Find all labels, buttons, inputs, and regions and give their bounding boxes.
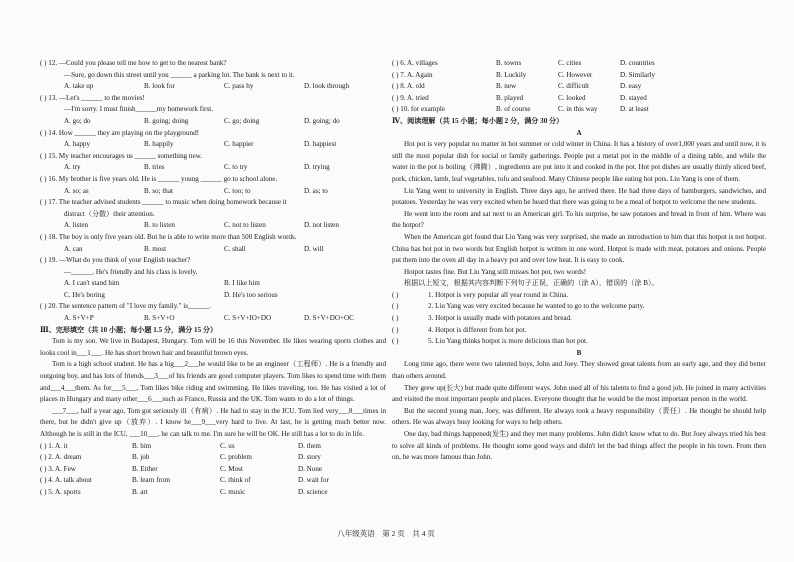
section-heading: Ⅲ、完形填空（共 10 小题；每小题 1.5 分，满分 15 分） xyxy=(40,325,218,334)
cloze-item: ( ) 7. A. Again xyxy=(392,70,433,79)
tf-item xyxy=(392,325,766,337)
option-a: A. I can't stand him xyxy=(64,279,120,288)
question-stem: ( ) 13. —Let's ______ to the movies! xyxy=(40,93,145,102)
option-d: D. countries xyxy=(620,59,655,67)
cloze-item: ( ) 2. A. dream xyxy=(40,453,82,462)
tf-statement: 5. Liu Yang thinks hotpot is more delicious than hot pot. xyxy=(428,337,588,346)
option-d: D. S+V+DO+OC xyxy=(304,314,354,323)
option-c: C. us xyxy=(220,441,235,450)
reading-paragraph: Liu Yang went to university in English. Three days ago, he arrived there. He had three days of hamburgers, sandwiches, and potatoes. Yesterday he was very excited when he heard that there was going to be a meal of hotpot to welcome the new students. xyxy=(392,186,766,207)
options-row xyxy=(40,244,386,256)
option-c: C. looked xyxy=(558,93,586,102)
option-c: C. not to listen xyxy=(224,221,266,230)
option-b: B. towns xyxy=(496,59,522,67)
option-d: D. happiest xyxy=(304,140,337,149)
option-c: C. think of xyxy=(220,476,251,485)
option-b: B. tries xyxy=(144,163,165,172)
option-a: A. happy xyxy=(64,140,91,149)
option-d: D. as; to xyxy=(304,186,328,195)
answer-bracket: ( ) xyxy=(392,325,399,334)
option-c: C. in this way xyxy=(558,105,598,114)
question-20 xyxy=(40,301,386,324)
question-17 xyxy=(40,197,386,232)
cloze-paragraph: ___7___, half a year ago, Tom got seriously ill（有病）. He had to stay in the ICU. Tom lied very___8___times in there, but he didn't give up（放弃）. I know he___9___very hard to live. At last, he is getting much better now. Although he is still in the ICU, ___10___, he can talk to me. I'm sure he will be OK. He still has a lot to do in life. xyxy=(40,406,386,438)
option-b: B. played xyxy=(496,93,524,102)
option-b: B. him xyxy=(132,441,152,450)
option-c: C. happier xyxy=(224,140,254,149)
option-c: C. music xyxy=(220,487,246,496)
question-line: distract（分散）their attention. xyxy=(64,209,155,218)
cloze-option-row xyxy=(392,93,766,105)
option-c: C. difficult xyxy=(558,82,590,91)
option-a: A. listen xyxy=(64,221,89,230)
reading-paragraph: They grew up(长大) but made quite different ways. John used all of his talents to find a good job. He joined in many activities and visited the most important people and places. Everyone thought that he would be the most important person in the world. xyxy=(392,383,766,404)
option-d: D. look through xyxy=(304,82,350,91)
option-b: B. Either xyxy=(132,464,158,473)
answer-bracket: ( ) xyxy=(392,302,399,311)
option-c: C. He's boring xyxy=(64,290,105,299)
reading-paragraph: Long time ago, there were two talented boys, John and Joey. They showed great talents from an early age, and they did better than others around. xyxy=(392,360,766,381)
option-b: B. new xyxy=(496,82,517,91)
cloze-item: ( ) 9. A. tried xyxy=(392,93,429,102)
option-d: D. He's too serious xyxy=(224,290,278,299)
question-15 xyxy=(40,151,386,174)
cloze-option-row xyxy=(392,58,766,70)
question-line: —______. He's friendly and his class is lovely. xyxy=(64,267,198,276)
option-a: A. can xyxy=(64,244,83,253)
option-d: D. going; do xyxy=(304,116,340,125)
tf-statement: 1. Hotpot is very popular all year round in China. xyxy=(428,290,569,299)
cloze-option-row xyxy=(392,70,766,82)
option-d: D. easy xyxy=(620,82,642,91)
option-c: C. to try xyxy=(224,163,248,172)
tf-statement: 4. Hotpot is different from hot pot. xyxy=(428,325,527,334)
question-13 xyxy=(40,93,386,128)
option-c: C. cities xyxy=(558,59,582,67)
answer-bracket: ( ) xyxy=(392,290,399,299)
reading-paragraph: When the American girl found that Liu Yang was very surprised, she made an introduction to him that this hotpot is not hotpot. China has hot pot in two words but English hotpot is written in one word. Hotpot is made with meat, potatoes and onions. People put them into the oven all day in a heavy pot and over low heat. It is easy to cook. xyxy=(392,232,766,265)
cloze-item: ( ) 6. A. villages xyxy=(392,59,438,67)
question-12 xyxy=(40,58,386,93)
option-b: B. happily xyxy=(144,140,174,149)
passage-letter: B xyxy=(576,348,582,357)
instruction: 根据以上短文，根据其内容判断下列句子正误，正确的（涂 A），错误的（涂 B）。 xyxy=(404,279,659,288)
cloze-option-row xyxy=(40,441,386,453)
option-b: B. art xyxy=(132,487,148,496)
option-a: A. take up xyxy=(64,82,94,91)
option-c: C. go; doing xyxy=(224,116,260,125)
option-c: C. S+V+IO+DO xyxy=(224,314,272,323)
option-a: A. go; do xyxy=(64,116,91,125)
question-stem: ( ) 15. My teacher encourages us ______ something new. xyxy=(40,151,203,160)
option-d: D. science xyxy=(298,487,328,496)
options-row xyxy=(40,220,386,232)
option-a: A. S+V+P xyxy=(64,314,94,323)
cloze-option-row xyxy=(40,487,386,499)
tf-item xyxy=(392,313,766,325)
option-d: D. None xyxy=(298,464,323,473)
option-d: D. not listen xyxy=(304,221,339,230)
option-c: C. shall xyxy=(224,244,246,253)
option-c: C. too; to xyxy=(224,186,251,195)
option-a: A. try xyxy=(64,163,81,172)
answer-bracket: ( ) xyxy=(392,314,399,323)
tf-item xyxy=(392,336,766,348)
section-heading: Ⅳ、阅读理解（共 15 小题；每小题 2 分，满分 30 分） xyxy=(392,116,564,125)
option-b: B. look for xyxy=(144,82,175,91)
option-b: B. of course xyxy=(496,105,531,114)
tf-statement: 2. Liu Yang was very excited because he wanted to go to the welcome party. xyxy=(428,302,645,311)
options-row xyxy=(40,81,386,93)
option-c: C. problem xyxy=(220,453,252,462)
question-stem: ( ) 18. The boy is only five years old. But he is able to write more than 500 English words. xyxy=(40,232,297,241)
option-b: B. learn from xyxy=(132,476,171,485)
reading-paragraph: He went into the room and sat next to an American girl. To his surprise, he saw potatoes and bread in front of him. Where was the hotpot? xyxy=(392,209,766,230)
cloze-option-row xyxy=(40,464,386,476)
left-column xyxy=(40,58,386,499)
cloze-option-row xyxy=(40,452,386,464)
page-footer: 八年级英语 第 2 页 共 4 页 xyxy=(337,529,435,538)
reading-paragraph: One day, bad things happened(发生) and they met many problems. John didn't know what to do. But Joey always tried his best to solve all kinds of problems. He thought some good ways and didn't let the bad things affect the people in his town. From then on, he was more famous than John. xyxy=(392,430,766,462)
cloze-option-row xyxy=(40,475,386,487)
option-c: C. Most xyxy=(220,464,243,473)
option-a: A. so; as xyxy=(64,186,89,195)
options-row xyxy=(40,313,386,325)
cloze-option-row xyxy=(392,104,766,116)
options-row xyxy=(40,116,386,128)
tf-item xyxy=(392,301,766,313)
cloze-item: ( ) 8. A. old xyxy=(392,82,425,91)
question-16 xyxy=(40,174,386,197)
option-d: D. wait for xyxy=(298,476,329,485)
option-c: C. pass by xyxy=(224,82,254,91)
options-row xyxy=(40,278,386,290)
option-c: C. However xyxy=(558,70,593,79)
answer-bracket: ( ) xyxy=(392,337,399,346)
option-d: D. at least xyxy=(620,105,649,114)
option-d: D. them xyxy=(298,441,321,450)
question-14 xyxy=(40,128,386,151)
cloze-item: ( ) 1. A. it xyxy=(40,441,68,450)
options-row xyxy=(40,290,386,302)
cloze-option-row xyxy=(392,81,766,93)
question-stem: ( ) 20. The sentence pattern of "I love my family." is______. xyxy=(40,302,212,311)
option-b: B. I like him xyxy=(224,279,260,288)
question-19 xyxy=(40,255,386,301)
option-b: B. Luckily xyxy=(496,70,527,79)
option-b: B. most xyxy=(144,244,167,253)
option-b: B. job xyxy=(132,453,150,462)
question-line: —I'm sorry. I must finish______my homework first. xyxy=(64,105,213,114)
options-row xyxy=(40,162,386,174)
question-line: —Sure, go down this street until you ______ a parking lot. The bank is next to it. xyxy=(64,70,295,79)
option-d: D. stayed xyxy=(620,93,647,102)
options-row xyxy=(40,139,386,151)
cloze-paragraph: Tom is my son. We live in Budapest, Hungary. Tom will be 16 this November. He likes wearing sports clothes and looks cool in___1___. He has short brown hair and beautiful brown eyes. xyxy=(40,337,386,357)
reading-paragraph: But the second young man, Joey, was different. He always took a heavy responsibility（责任）. He thought he should help others. He was always busy looking for ways to help others. xyxy=(392,406,766,427)
question-stem: ( ) 12. —Could you please tell me how to get to the nearest bank? xyxy=(40,59,227,67)
option-b: B. S+V+O xyxy=(144,314,175,323)
question-stem: ( ) 19. —What do you think of your English teacher? xyxy=(40,256,191,265)
option-b: B. going; doing xyxy=(144,116,189,125)
reading-paragraph: Hotpot tastes fine. But Liu Yang still misses hot pot, two words! xyxy=(404,267,587,276)
cloze-item: ( ) 10. for example xyxy=(392,105,445,114)
question-stem: ( ) 17. The teacher advised students ______ to music when doing homework because it xyxy=(40,198,287,207)
option-b: B. to listen xyxy=(144,221,175,230)
cloze-item: ( ) 5. A. sports xyxy=(40,487,81,496)
question-stem: ( ) 16. My brother is five years old. He is ______ young ______ go to school alone. xyxy=(40,174,278,183)
tf-item xyxy=(392,290,766,302)
cloze-item: ( ) 4. A. talk about xyxy=(40,476,92,485)
reading-paragraph: Hot pot is very popular no matter in hot summer or cold winter in China. It has a history of over1,000 years and until now, it is still the most popular dish for social or family gatherings. People put a metal pot in the middle of a dining table, and while the water in the pot is boiling（沸腾）, ingredients are put into it and cooked in the pot. Hot pot dishes are usually thinly sliced beef, pork, chicken, lamb, leaf vegetables, tofu and seafood. Many Chinese people like eating hot pots. Liu Yang is one of them. xyxy=(392,140,766,183)
option-d: D. will xyxy=(304,244,324,253)
option-d: D. Similarly xyxy=(620,70,656,79)
tf-statement: 3. Hotpot is usually made with potatoes and bread. xyxy=(428,314,572,323)
right-column xyxy=(392,58,766,464)
question-stem: ( ) 14. How ______ they are playing on the playground! xyxy=(40,128,199,137)
cloze-item: ( ) 3. A. Few xyxy=(40,464,76,473)
cloze-paragraph: Tom is a high school student. He has a big___2___he would like to be an engineer（工程师）. He is a friendly and outgoing boy, and has lots of friends___3___of his friends are good computer players. Tom likes to spend time with them and___4___them. As for___5___, Tom likes bike riding and swimming. He likes traveling, too. He has visited a lot of places in Hungary and many other___6___such as France, Russia and the UK. Tom wants to do a lot of things. xyxy=(40,360,386,404)
question-18 xyxy=(40,232,386,255)
option-d: D. story xyxy=(298,453,321,462)
option-b: B. so; that xyxy=(144,186,173,195)
option-d: D. trying xyxy=(304,163,330,172)
passage-letter: A xyxy=(576,128,582,137)
options-row xyxy=(40,186,386,198)
